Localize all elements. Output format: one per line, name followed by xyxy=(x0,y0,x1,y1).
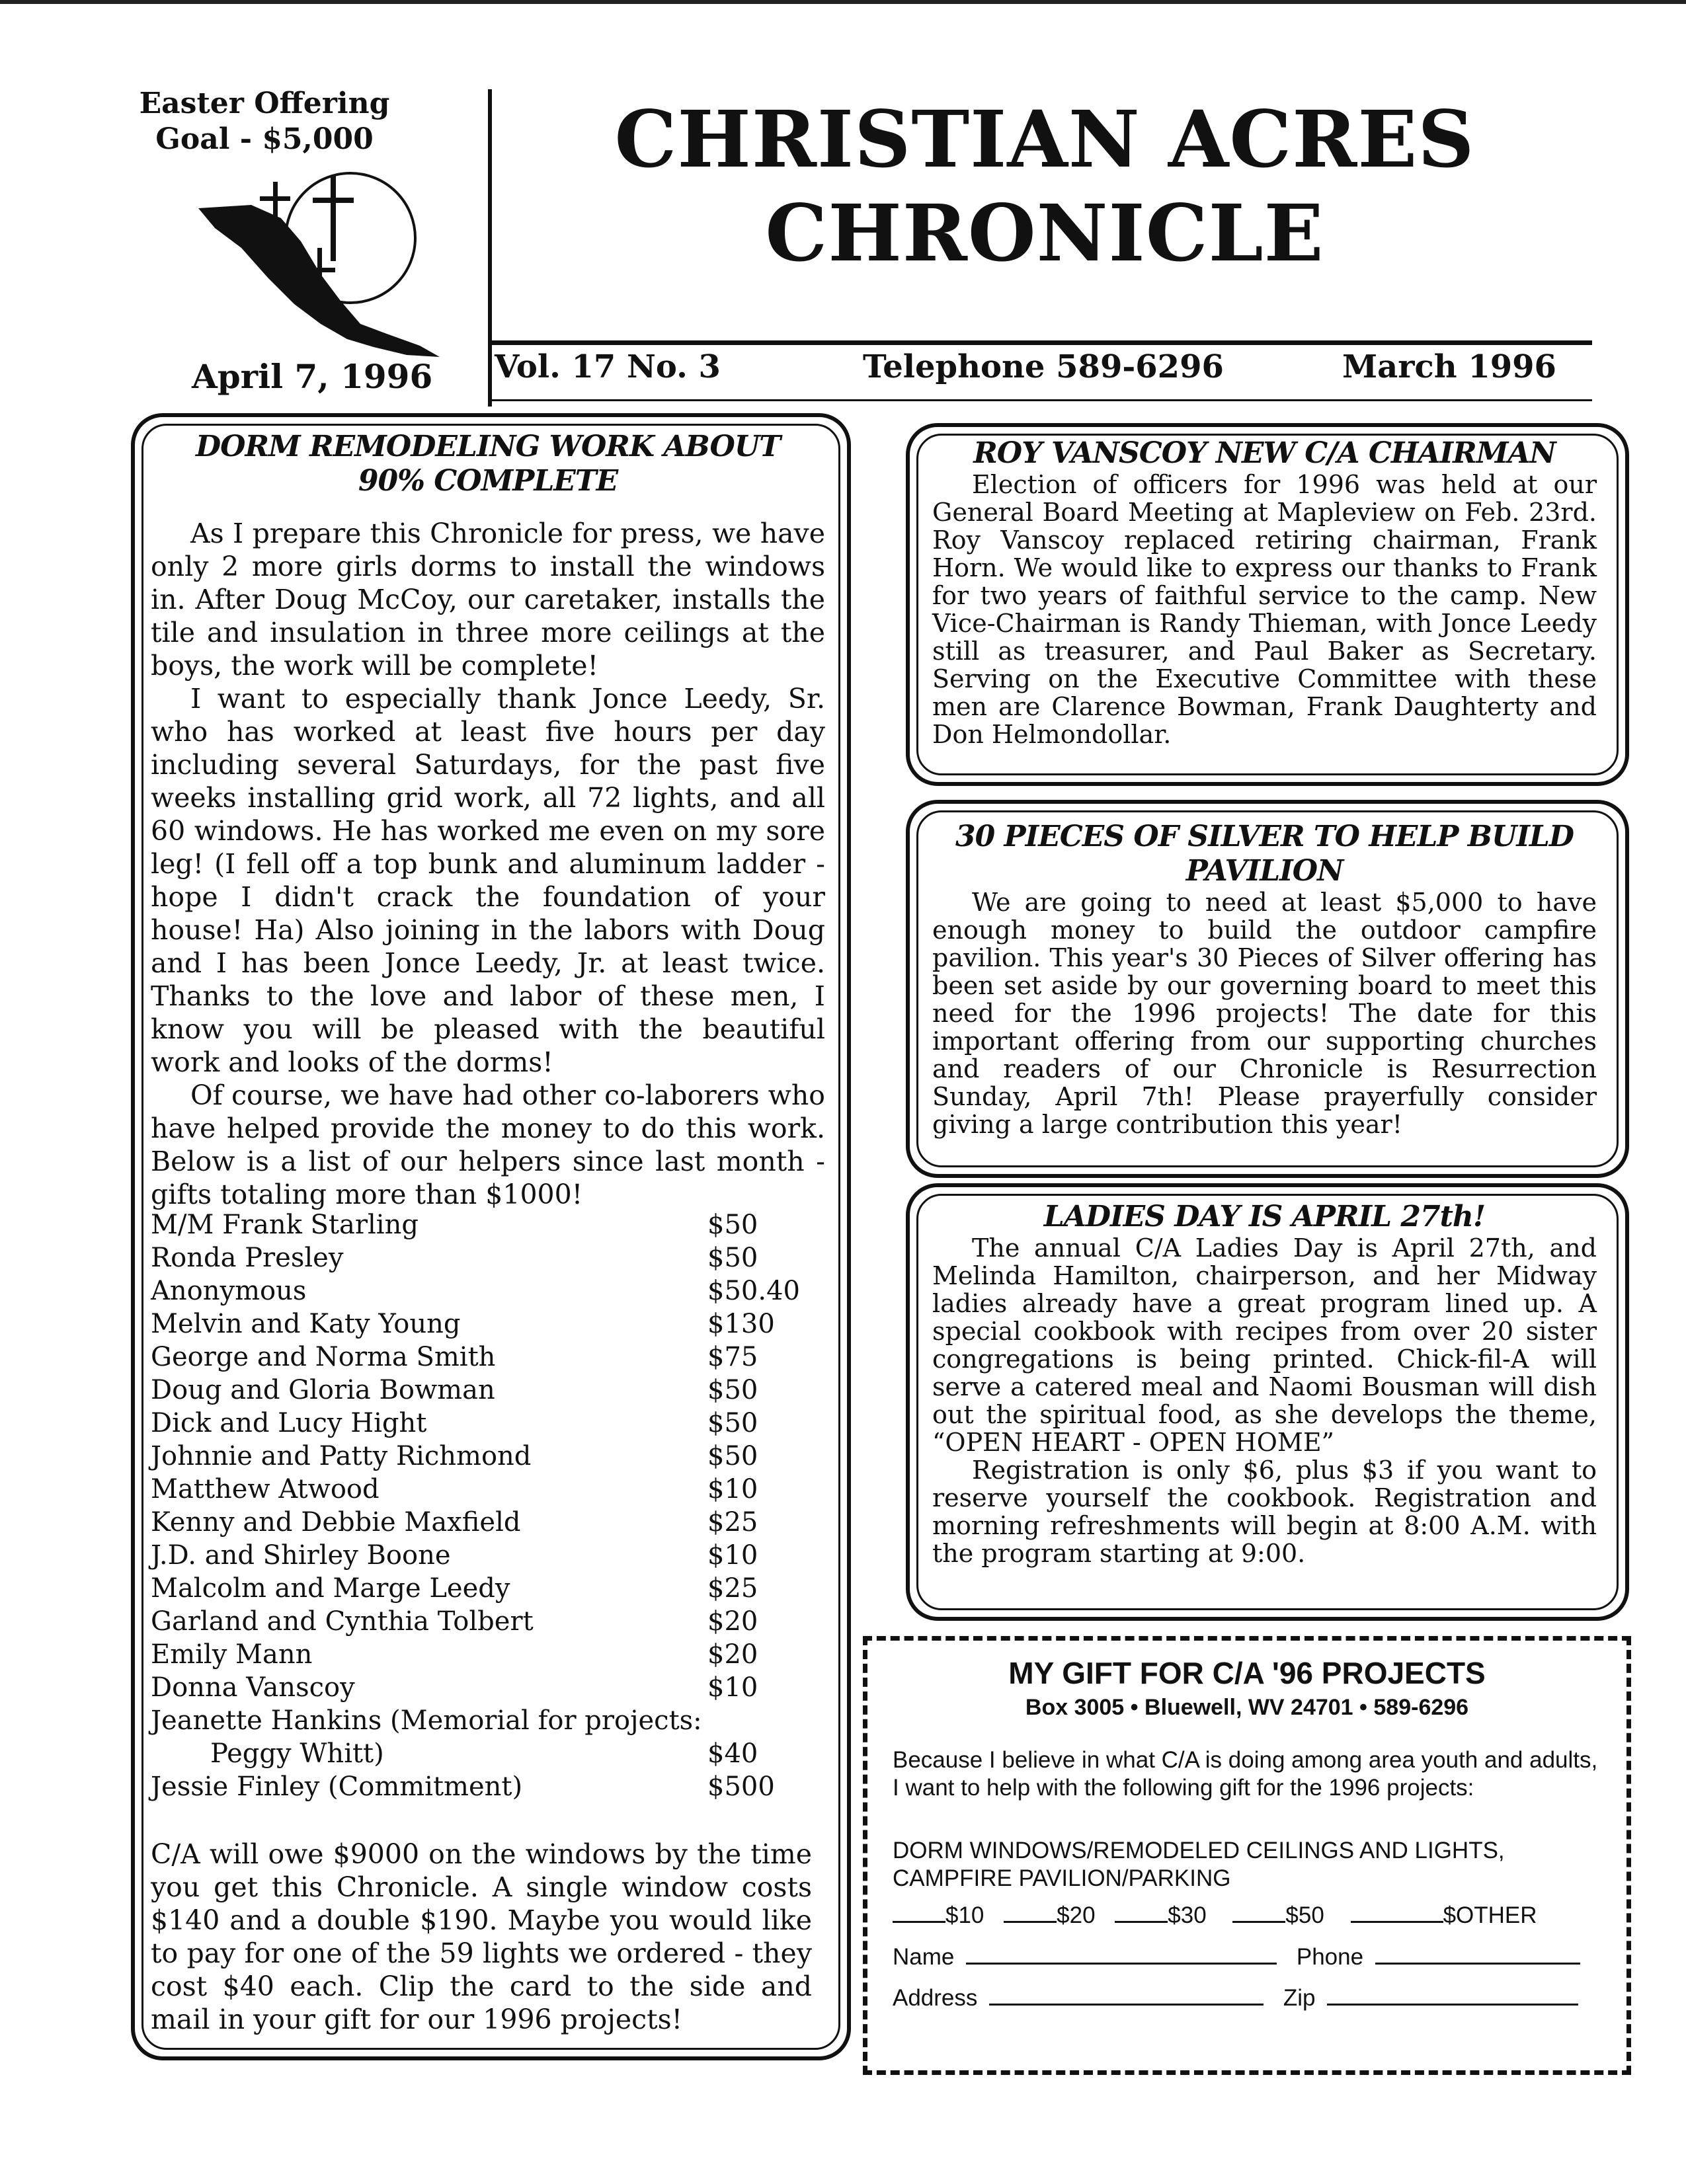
masthead-title xyxy=(502,93,1587,280)
crosses-and-circle-logo xyxy=(188,169,446,360)
phone-label: Phone xyxy=(1296,1944,1364,1970)
list-item: Kenny and Debbie Maxfield $25 xyxy=(151,1507,758,1538)
list-item: Donna Vanscoy $10 xyxy=(151,1672,758,1703)
volume-number: Vol. 17 No. 3 xyxy=(495,348,721,385)
gift-card[interactable] xyxy=(863,1636,1631,2075)
issue-date: April 7, 1996 xyxy=(192,357,433,396)
silver-article-title xyxy=(932,820,1597,888)
dorm-paragraph-1: As I prepare this Chronicle for press, we have only 2 more girls dorms to install the windows in. After Doug McCoy, our caretaker, installs the tile and insulation in three more ceilings at the boys, the work will be complete! xyxy=(151,518,825,682)
amount-20-blank[interactable] xyxy=(1004,1921,1057,1923)
header-rule xyxy=(488,340,1592,345)
list-item: Garland and Cynthia Tolbert $20 xyxy=(151,1606,758,1637)
dorm-article xyxy=(151,430,825,1211)
amount-30-blank[interactable] xyxy=(1115,1921,1168,1923)
address-field[interactable] xyxy=(989,2004,1264,2006)
gift-card-title: MY GIFT FOR C/A '96 PROJECTS xyxy=(1008,1656,1486,1690)
easter-goal: Goal - $5,000 xyxy=(155,122,374,156)
gift-card-projects-2: CAMPFIRE PAVILION/PARKING xyxy=(893,1865,1231,1891)
list-item: George and Norma Smith $75 xyxy=(151,1342,758,1372)
silver-body: We are going to need at least $5,000 to have enough money to build the outdoor campfire pavilion. This year's 30 Pieces of Silver offering has been set aside by our governing board to meet this need for the 1996 projects! The date for this important offering from our supporting churches and readers of our Chronicle is Resurrection Sunday, April 7th! Please prayerfully consider giving a large contribution this year! xyxy=(932,888,1597,1139)
amount-30[interactable]: $30 xyxy=(1168,1902,1207,1928)
address-zip-row xyxy=(893,1984,1600,2012)
chairman-article xyxy=(932,436,1597,748)
ladies-article-title: LADIES DAY IS APRIL 27th! xyxy=(1043,1200,1486,1233)
chairman-body: Election of officers for 1996 was held at our General Board Meeting at Mapleview on Feb. 23rd. Roy Vanscoy replaced retiring chairman, Frank Horn. We would like to express our thanks to Frank for two years of faithful service to the camp. New Vice-Chairman is Randy Thieman, with Jonce Leedy still as treasurer, and Paul Baker as Secretary. Serving on the Executive Committee with these men are Clarence Bowman, Frank Daughterty and Don Helmondollar. xyxy=(932,470,1597,749)
dorm-title-line-1: DORM REMODELING WORK ABOUT xyxy=(196,430,780,463)
name-field[interactable] xyxy=(966,1963,1277,1965)
list-item: Emily Mann $20 xyxy=(151,1639,758,1670)
gift-card-intro-1: Because I believe in what C/A is doing among area youth and adults, xyxy=(893,1747,1598,1773)
list-item: M/M Frank Starling $50 xyxy=(151,1210,758,1240)
gift-card-address: Box 3005 • Bluewell, WV 24701 • 589-6296 xyxy=(1025,1695,1469,1720)
silver-title-line-1: 30 PIECES OF SILVER TO HELP BUILD xyxy=(955,820,1574,853)
ladies-paragraph-2: Registration is only $6, plus $3 if you want to reserve yourself the cookbook. Registration and morning refreshments will begin at 8:00 A.M. with the program starting at 9:00. xyxy=(932,1456,1597,1568)
silver-title-line-2: PAVILION xyxy=(1185,854,1344,888)
list-item: Dick and Lucy Hight $50 xyxy=(151,1408,758,1438)
list-item: Melvin and Katy Young $130 xyxy=(151,1309,775,1339)
telephone: Telephone 589-6296 xyxy=(863,348,1224,385)
list-item: J.D. and Shirley Boone $10 xyxy=(151,1540,758,1571)
list-item: Matthew Atwood $10 xyxy=(151,1474,758,1504)
chairman-article-title: ROY VANSCOY NEW C/A CHAIRMAN xyxy=(973,436,1556,470)
dorm-title-line-2: 90% COMPLETE xyxy=(358,464,618,498)
easter-offering xyxy=(99,86,430,157)
dorm-paragraph-3: Of course, we have had other co-laborers who have helped provide the money to do this work. Below is a list of our helpers since last month - gifts totaling more than $1000! xyxy=(151,1079,825,1210)
header-divider-vertical xyxy=(488,89,492,407)
amount-10-blank[interactable] xyxy=(893,1921,945,1923)
amount-other-blank[interactable] xyxy=(1351,1921,1443,1923)
ladies-paragraph-1: The annual C/A Ladies Day is April 27th, and Melinda Hamilton, chairperson, and her Midway ladies already have a great program lined up. A special cookbook with recipes from over 20 sister congregations is being printed. Chick-fil-A will serve a catered meal and Naomi Bousman will dish out the spiritual food, as she develops the theme, “OPEN HEART - OPEN HOME” xyxy=(932,1233,1597,1457)
silver-article xyxy=(932,820,1597,1138)
list-item: Ronda Presley $50 xyxy=(151,1243,758,1273)
amount-50[interactable]: $50 xyxy=(1285,1902,1324,1928)
masthead-line-1: CHRISTIAN ACRES xyxy=(614,93,1475,185)
phone-field[interactable] xyxy=(1375,1963,1580,1965)
amount-other[interactable]: $OTHER xyxy=(1443,1902,1537,1928)
list-item: Doug and Gloria Bowman $50 xyxy=(151,1375,758,1405)
easter-line-1: Easter Offering xyxy=(139,87,390,120)
amount-50-blank[interactable] xyxy=(1232,1921,1285,1923)
list-item: Jessie Finley (Commitment) $500 xyxy=(151,1772,775,1802)
dorm-paragraph-2: I want to especially thank Jonce Leedy, Sr. who has worked at least five hours per day including several Saturdays, for the past five weeks installing grid work, all 72 lights, and all 60 windows. He has worked me even on my sore leg! (I fell off a top bunk and aluminum ladder - hope I didn't crack the foundation of your house! Ha) Also joining in the labors with Doug and I has been Jonce Leedy, Jr. at least twice. Thanks to the love and labor of these men, I know you will be pleased with the beautiful work and looks of the dorms! xyxy=(151,683,825,1078)
name-label: Name xyxy=(893,1944,955,1970)
amount-10[interactable]: $10 xyxy=(945,1902,984,1928)
dorm-article-title xyxy=(151,430,825,498)
gift-card-intro-2: I want to help with the following gift for the 1996 projects: xyxy=(893,1775,1474,1801)
gift-amount-options xyxy=(893,1902,1600,1930)
address-label: Address xyxy=(893,1985,978,2011)
list-item: Johnnie and Patty Richmond $50 xyxy=(151,1441,758,1471)
list-item: Jeanette Hankins (Memorial for projects: xyxy=(151,1705,702,1736)
ladies-article xyxy=(932,1200,1597,1567)
top-border xyxy=(0,0,1686,4)
name-phone-row xyxy=(893,1943,1600,1971)
gift-card-projects-1: DORM WINDOWS/REMODELED CEILINGS AND LIGHTS, xyxy=(893,1838,1505,1863)
list-item: Peggy Whitt) $40 xyxy=(210,1738,758,1769)
amount-20[interactable]: $20 xyxy=(1057,1902,1096,1928)
dorm-paragraph-4: C/A will owe $9000 on the windows by the time you get this Chronicle. A single window costs $140 and a double $190. Maybe you would like to pay for one of the 59 lights we ordered - they cost $40 each. Clip the card to the side and mail in your gift for our 1996 projects! xyxy=(151,1838,812,2035)
header-rule-bottom xyxy=(488,399,1592,401)
zip-label: Zip xyxy=(1283,1985,1316,2011)
masthead-line-2: CHRONICLE xyxy=(765,187,1324,279)
zip-field[interactable] xyxy=(1327,2004,1578,2006)
list-item: Malcolm and Marge Leedy $25 xyxy=(151,1573,758,1604)
issue-month: March 1996 xyxy=(1342,348,1556,385)
list-item: Anonymous $50.40 xyxy=(151,1276,800,1306)
